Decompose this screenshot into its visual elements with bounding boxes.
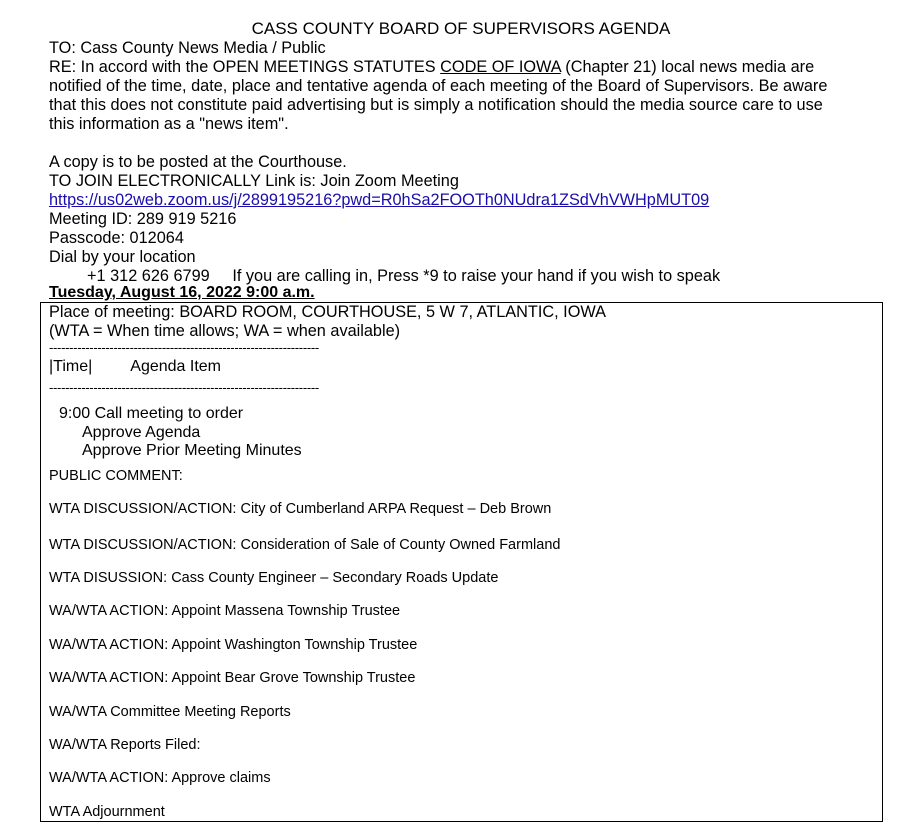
approve-minutes: Approve Prior Meeting Minutes [82, 442, 302, 459]
agenda-item-adjournment: WTA Adjournment [49, 804, 165, 820]
agenda-item-massena-trustee: WA/WTA ACTION: Appoint Massena Township Trustee [49, 603, 401, 619]
approve-agenda: Approve Agenda [82, 423, 201, 441]
agenda-item-committee-reports: WA/WTA Committee Meeting Reports [49, 704, 291, 720]
meeting-place: Place of meeting: BOARD ROOM, COURTHOUSE, 5 W 7, ATLANTIC, IOWA [49, 303, 606, 321]
agenda-item-public-comment: PUBLIC COMMENT: [49, 468, 183, 484]
agenda-box [40, 302, 883, 822]
divider-bottom: ------------------------------------------------------------------- [49, 381, 319, 395]
agenda-item-washington-trustee: WA/WTA ACTION: Appoint Washington Township Trustee [49, 637, 418, 653]
agenda-item-cumberland-arpa: WTA DISCUSSION/ACTION: City of Cumberland ARPA Request – Deb Brown [49, 501, 552, 517]
dial-note: If you are calling in, Press *9 to raise your hand if you wish to speak [232, 267, 721, 285]
meeting-id: Meeting ID: 289 919 5216 [49, 210, 237, 228]
posted-note: A copy is to be posted at the Courthouse. [49, 153, 347, 171]
dial-by-location: Dial by your location [49, 248, 196, 266]
abbreviation-legend: (WTA = When time allows; WA = when available) [49, 322, 401, 340]
zoom-link[interactable]: https://us02web.zoom.us/j/2899195216?pwd=R0hSa2FOOTh0NUdra1ZSdVhVWHpMUT09 [49, 191, 710, 209]
agenda-item-secondary-roads: WTA DISUSSION: Cass County Engineer – Secondary Roads Update [49, 570, 499, 586]
re-suffix: (Chapter 21) local news media are [560, 58, 815, 76]
agenda-item-farmland-sale: WTA DISCUSSION/ACTION: Consideration of Sale of County Owned Farmland [49, 537, 561, 553]
re-line-4: this information as a "news item". [49, 115, 289, 133]
code-of-iowa: CODE OF IOWA [440, 58, 561, 76]
header-block [49, 39, 869, 286]
document-title: CASS COUNTY BOARD OF SUPERVISORS AGENDA [251, 19, 671, 38]
opening-items [49, 405, 874, 461]
column-agenda-item: Agenda Item [130, 358, 222, 375]
dial-number: +1 312 626 6799 [87, 267, 210, 285]
meeting-date: Tuesday, August 16, 2022 9:00 a.m. [49, 284, 315, 301]
divider-top: ------------------------------------------------------------------- [49, 341, 319, 355]
agenda-item-approve-claims: WA/WTA ACTION: Approve claims [49, 770, 271, 786]
to-line: TO: Cass County News Media / Public [49, 39, 326, 57]
agenda-table-header [49, 357, 874, 377]
passcode: Passcode: 012064 [49, 229, 184, 247]
agenda-item-reports-filed: WA/WTA Reports Filed: [49, 737, 201, 753]
re-prefix: RE: In accord with the OPEN MEETINGS STATUTES [49, 58, 441, 76]
join-electronically: TO JOIN ELECTRONICALLY Link is: Join Zoom Meeting [49, 172, 459, 190]
column-time: |Time| [49, 358, 93, 375]
re-line-2: notified of the time, date, place and tentative agenda of each meeting of the Board of Supervisors. Be aware [49, 77, 828, 95]
re-paragraph [49, 58, 869, 134]
agenda-item-bear-grove-trustee: WA/WTA ACTION: Appoint Bear Grove Township Trustee [49, 670, 416, 686]
re-line-3: that this does not constitute paid advertising but is simply a notification should the media source care to use [49, 96, 823, 114]
call-to-order: 9:00 Call meeting to order [59, 405, 244, 422]
